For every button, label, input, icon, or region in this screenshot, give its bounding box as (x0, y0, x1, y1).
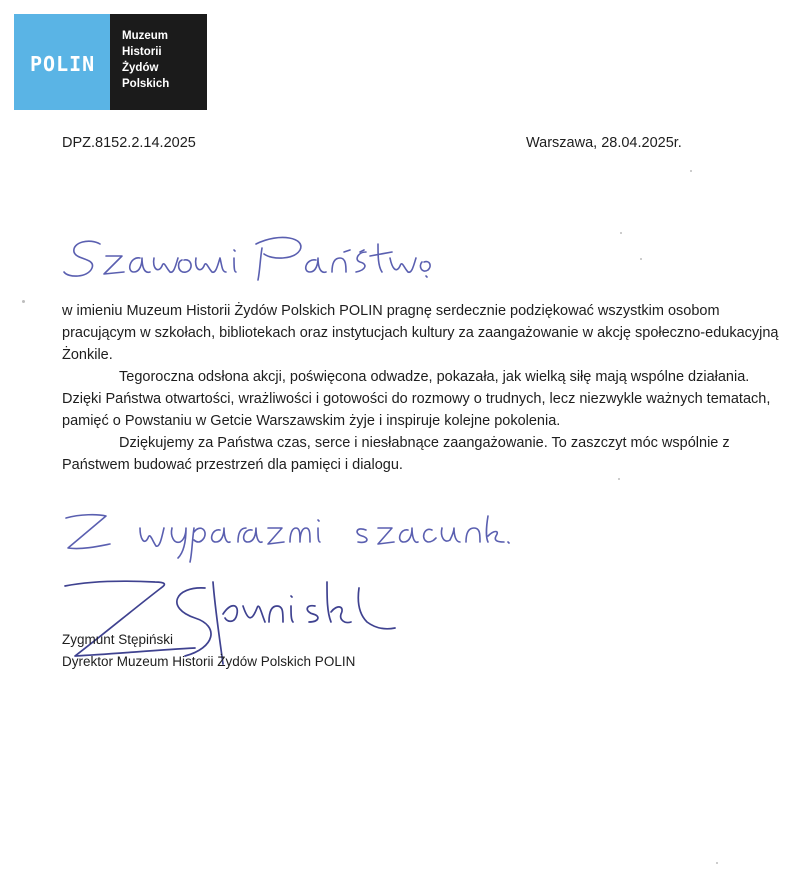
logo-line: Żydów (122, 62, 159, 74)
logo-wordmark: POLIN (30, 52, 96, 76)
paragraph: Tegoroczna odsłona akcji, poświęcona odwadze, pokazała, jak wielką siłę mają wspólne działania. Dzięki Państwa otwartości, wrażliwości i gotowości do rozmowy o trudnych, lecz niezwykle ważnych tematach, pamięć o Powstaniu w Getcie Warszawskim żyje i inspiruje kolejne pokolenia. (62, 369, 771, 429)
reference-number: DPZ.8152.2.14.2025 (62, 135, 196, 151)
paragraph: Dziękujemy za Państwa czas, serce i niesłabnące zaangażowanie. To zaszczyt móc wspólnie z Państwem budować przestrzeń dla pamięci i dialogu. (62, 435, 730, 473)
scan-speck (618, 478, 620, 480)
scan-speck (640, 258, 642, 260)
logo-line: Muzeum (122, 30, 168, 42)
logo-line: Historii (122, 46, 162, 58)
logo-line: Polskich (122, 78, 170, 90)
scan-speck (690, 170, 692, 172)
place-and-date: Warszawa, 28.04.2025r. (526, 135, 682, 151)
handwritten-salutation (60, 222, 460, 292)
letter-body (62, 300, 782, 476)
signer-title: Dyrektor Muzeum Historii Żydów Polskich POLIN (62, 654, 356, 669)
handwritten-closing (60, 506, 510, 566)
scan-speck (716, 862, 718, 864)
logo-dark-panel (110, 14, 207, 110)
paragraph: w imieniu Muzeum Historii Żydów Polskich POLIN pragnę serdecznie podziękować wszystkim osobom pracującym w szkołach, bibliotekach oraz instytucjach kultury za zaangażowanie w akcję społeczno-edukacyjną Żonkile. (62, 303, 779, 363)
logo-blue-panel (14, 14, 110, 110)
signer-name: Zygmunt Stępiński (62, 632, 174, 647)
polin-logo (14, 14, 207, 110)
scan-speck (620, 232, 622, 234)
scan-speck (22, 300, 25, 303)
